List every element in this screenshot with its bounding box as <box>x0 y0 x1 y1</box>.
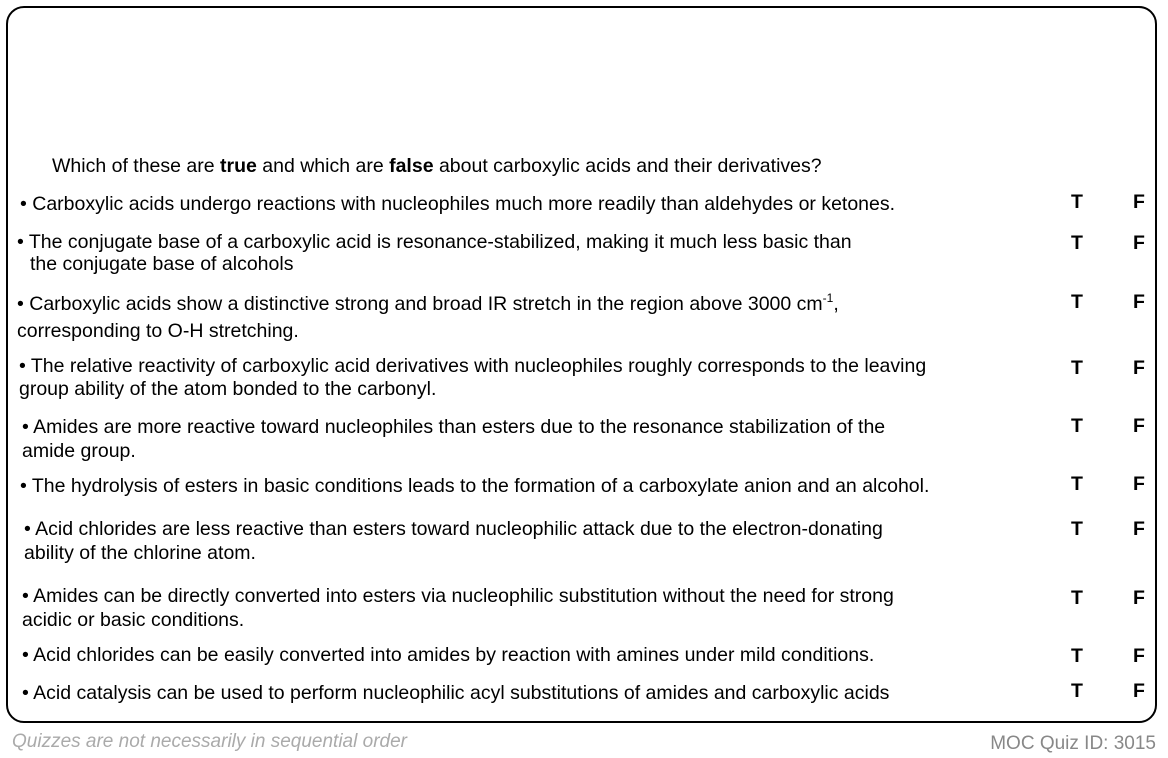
statement-line: • The conjugate base of a carboxylic acid is resonance-stabilized, making it much less basic than <box>17 231 852 253</box>
statement-1 <box>20 193 895 216</box>
statement-5 <box>22 415 885 463</box>
statement-2-true-option[interactable]: T <box>1071 232 1083 254</box>
statement-6-false-option[interactable]: F <box>1133 473 1145 495</box>
statement-4-false-option[interactable]: F <box>1133 357 1145 379</box>
statement-line: • Amides can be directly converted into esters via nucleophilic substitution without the need for strong <box>22 585 894 607</box>
superscript-exponent: -1 <box>822 290 834 305</box>
statement-1-true-option[interactable]: T <box>1071 191 1083 213</box>
statement-10 <box>22 682 889 705</box>
statement-line: corresponding to O-H stretching. <box>17 320 299 342</box>
statement-text-end: , <box>833 293 839 315</box>
question-text-middle: and which are <box>256 155 390 177</box>
question-prompt <box>52 154 822 178</box>
statement-4-true-option[interactable]: T <box>1071 357 1083 379</box>
statement-line: • Acid catalysis can be used to perform nucleophilic acyl substitutions of amides and carboxylic acids <box>22 682 890 704</box>
statement-2 <box>17 231 852 275</box>
statement-3-false-option[interactable]: F <box>1133 291 1145 313</box>
statement-7 <box>24 517 883 565</box>
statement-7-false-option[interactable]: F <box>1133 518 1145 540</box>
question-text-prefix: Which of these are <box>52 155 220 177</box>
statement-line: acidic or basic conditions. <box>22 609 245 631</box>
statement-4 <box>19 355 926 401</box>
statement-9-true-option[interactable]: T <box>1071 645 1083 667</box>
statement-3-true-option[interactable]: T <box>1071 291 1083 313</box>
statement-10-true-option[interactable]: T <box>1071 680 1083 702</box>
statement-line: amide group. <box>22 440 136 462</box>
statement-line <box>17 291 839 318</box>
statement-line: group ability of the atom bonded to the carbonyl. <box>19 378 437 400</box>
statement-line: • The relative reactivity of carboxylic acid derivatives with nucleophiles roughly corresponds to the leaving <box>19 355 927 377</box>
statement-6-true-option[interactable]: T <box>1071 473 1083 495</box>
statement-5-false-option[interactable]: F <box>1133 415 1145 437</box>
statement-9-false-option[interactable]: F <box>1133 645 1145 667</box>
statement-10-false-option[interactable]: F <box>1133 680 1145 702</box>
statement-line: the conjugate base of alcohols <box>30 253 294 275</box>
statement-3 <box>17 291 839 345</box>
statement-5-true-option[interactable]: T <box>1071 415 1083 437</box>
sequence-note: Quizzes are not necessarily in sequential order <box>12 731 407 752</box>
statement-line: • Carboxylic acids undergo reactions with nucleophiles much more readily than aldehydes or ketones. <box>20 193 896 215</box>
question-text-suffix: about carboxylic acids and their derivatives? <box>433 155 822 177</box>
quiz-id: MOC Quiz ID: 3015 <box>990 733 1156 754</box>
statement-line: • The hydrolysis of esters in basic conditions leads to the formation of a carboxylate anion and an alcohol. <box>20 475 930 497</box>
statement-text: • Carboxylic acids show a distinctive strong and broad IR stretch in the region above 3000 cm <box>17 293 823 315</box>
statement-7-true-option[interactable]: T <box>1071 518 1083 540</box>
statement-8-true-option[interactable]: T <box>1071 587 1083 609</box>
statement-line: • Acid chlorides are less reactive than esters toward nucleophilic attack due to the electron-donating <box>24 518 883 540</box>
statement-9 <box>22 644 874 667</box>
statement-8-false-option[interactable]: F <box>1133 587 1145 609</box>
statement-line: • Amides are more reactive toward nucleophiles than esters due to the resonance stabilization of the <box>22 416 886 438</box>
question-false-word: false <box>389 155 434 177</box>
statement-1-false-option[interactable]: F <box>1133 191 1145 213</box>
statement-line: ability of the chlorine atom. <box>24 542 256 564</box>
statement-6 <box>20 475 929 498</box>
question-true-word: true <box>220 155 257 177</box>
statement-line: • Acid chlorides can be easily converted into amides by reaction with amines under mild conditions. <box>22 644 875 666</box>
statement-2-false-option[interactable]: F <box>1133 232 1145 254</box>
statement-8 <box>22 584 894 632</box>
